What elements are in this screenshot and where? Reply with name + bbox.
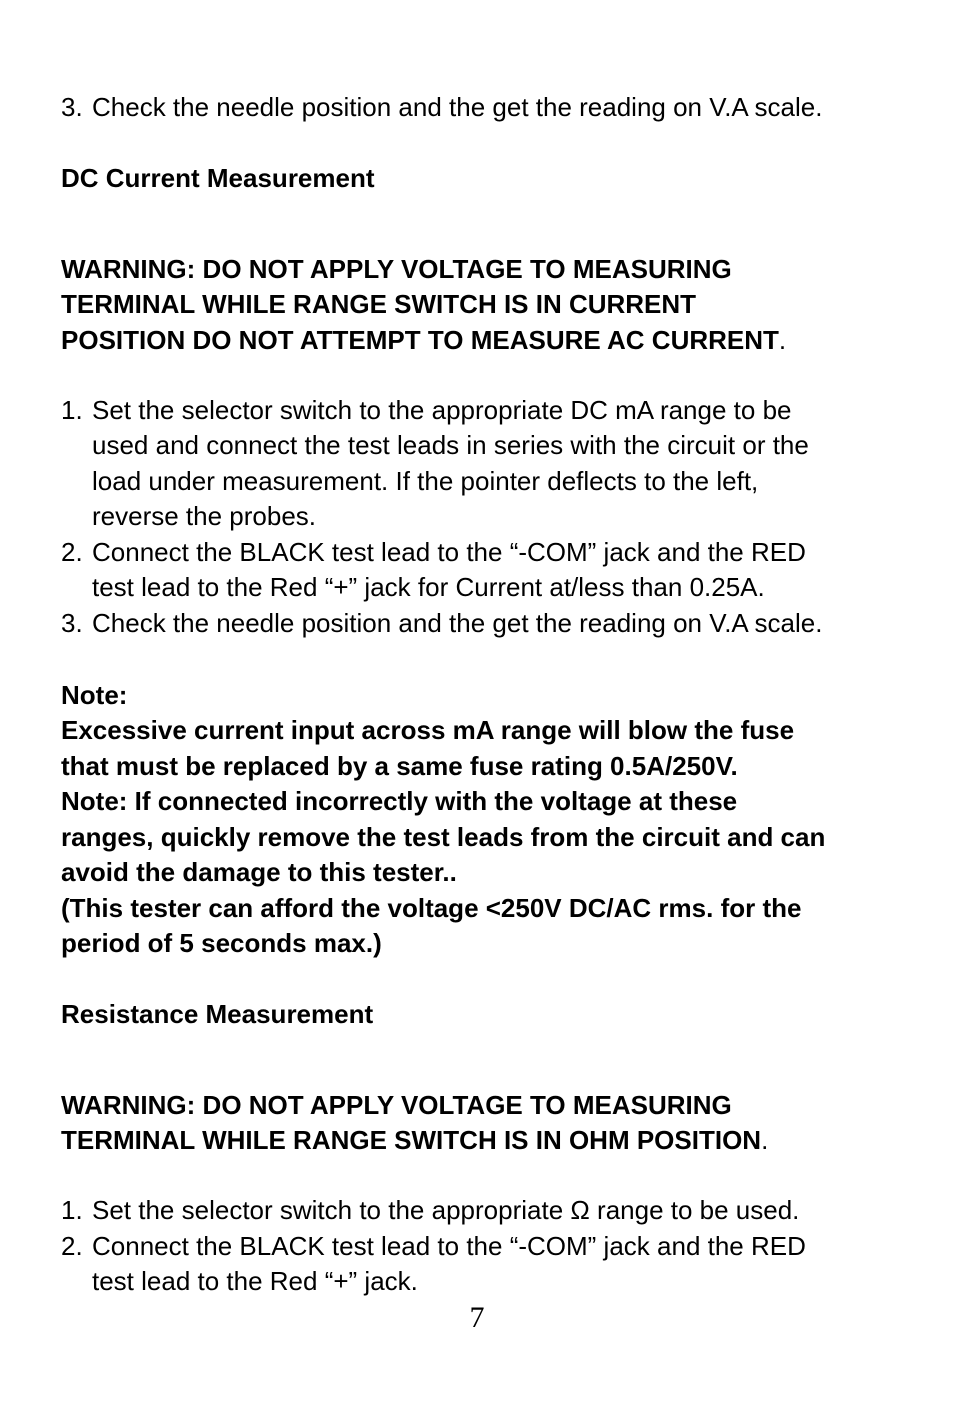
- list-number: 2.: [61, 1231, 83, 1261]
- res-warning-line-2-text: TERMINAL WHILE RANGE SWITCH IS IN OHM POSITION: [61, 1125, 762, 1155]
- list-number: 1.: [61, 1195, 83, 1225]
- list-text-line: Check the needle position and the get the reading on V.A scale.: [92, 608, 823, 638]
- list-number: 2.: [61, 537, 83, 567]
- note-line-1: Note:: [61, 680, 128, 710]
- res-warning-line-2: [61, 1125, 768, 1155]
- list-number: 3.: [61, 608, 83, 638]
- res-warning-period: .: [761, 1125, 769, 1155]
- note-line-6: avoid the damage to this tester..: [61, 857, 457, 887]
- list-text: Check the needle position and the get the reading on V.A scale.: [92, 92, 823, 122]
- note-line-8: period of 5 seconds max.): [61, 928, 382, 958]
- res-warning-line-1: WARNING: DO NOT APPLY VOLTAGE TO MEASURING: [61, 1090, 732, 1120]
- note-line-4: Note: If connected incorrectly with the voltage at these: [61, 786, 738, 816]
- dc-warning-period: .: [778, 325, 787, 355]
- res-step-1: [61, 1193, 921, 1228]
- note-line-2: Excessive current input across mA range will blow the fuse: [61, 715, 795, 745]
- dc-warning-line-3-text: POSITION DO NOT ATTEMPT TO MEASURE AC CURRENT: [61, 325, 779, 355]
- dc-step-2: [61, 535, 921, 606]
- dc-warning-line-3: [61, 325, 786, 355]
- note-line-3: that must be replaced by a same fuse rating 0.5A/250V.: [61, 751, 738, 781]
- dc-step-3: [61, 606, 921, 641]
- dc-warning-line-2: TERMINAL WHILE RANGE SWITCH IS IN CURRENT: [61, 289, 697, 319]
- list-text-line: Connect the BLACK test lead to the “-COM” jack and the RED: [92, 1231, 806, 1261]
- top-list-item: [61, 90, 921, 125]
- list-number: 3.: [61, 92, 83, 122]
- note-line-5: ranges, quickly remove the test leads from the circuit and can: [61, 822, 826, 852]
- dc-current-heading: DC Current Measurement: [61, 163, 375, 193]
- list-text-line: Set the selector switch to the appropriate DC mA range to be: [92, 395, 792, 425]
- res-step-2: [61, 1229, 921, 1300]
- dc-warning-line-1: WARNING: DO NOT APPLY VOLTAGE TO MEASURING: [61, 254, 732, 284]
- list-text-line: reverse the probes.: [92, 501, 317, 532]
- note-line-7: (This tester can afford the voltage <250V DC/AC rms. for the: [61, 893, 802, 923]
- dc-step-1: [61, 393, 921, 535]
- list-text-line: load under measurement. If the pointer deflects to the left,: [92, 465, 759, 496]
- resistance-heading: Resistance Measurement: [61, 999, 374, 1029]
- list-text-line: test lead to the Red “+” jack.: [92, 1266, 418, 1297]
- list-text-line: Connect the BLACK test lead to the “-COM” jack and the RED: [92, 537, 806, 567]
- list-text-line: Set the selector switch to the appropriate Ω range to be used.: [92, 1195, 800, 1225]
- list-text-line: used and connect the test leads in series with the circuit or the: [92, 430, 809, 461]
- page-number: 7: [469, 1301, 485, 1334]
- list-text-line: test lead to the Red “+” jack for Current at/less than 0.25A.: [92, 572, 765, 603]
- list-number: 1.: [61, 395, 83, 425]
